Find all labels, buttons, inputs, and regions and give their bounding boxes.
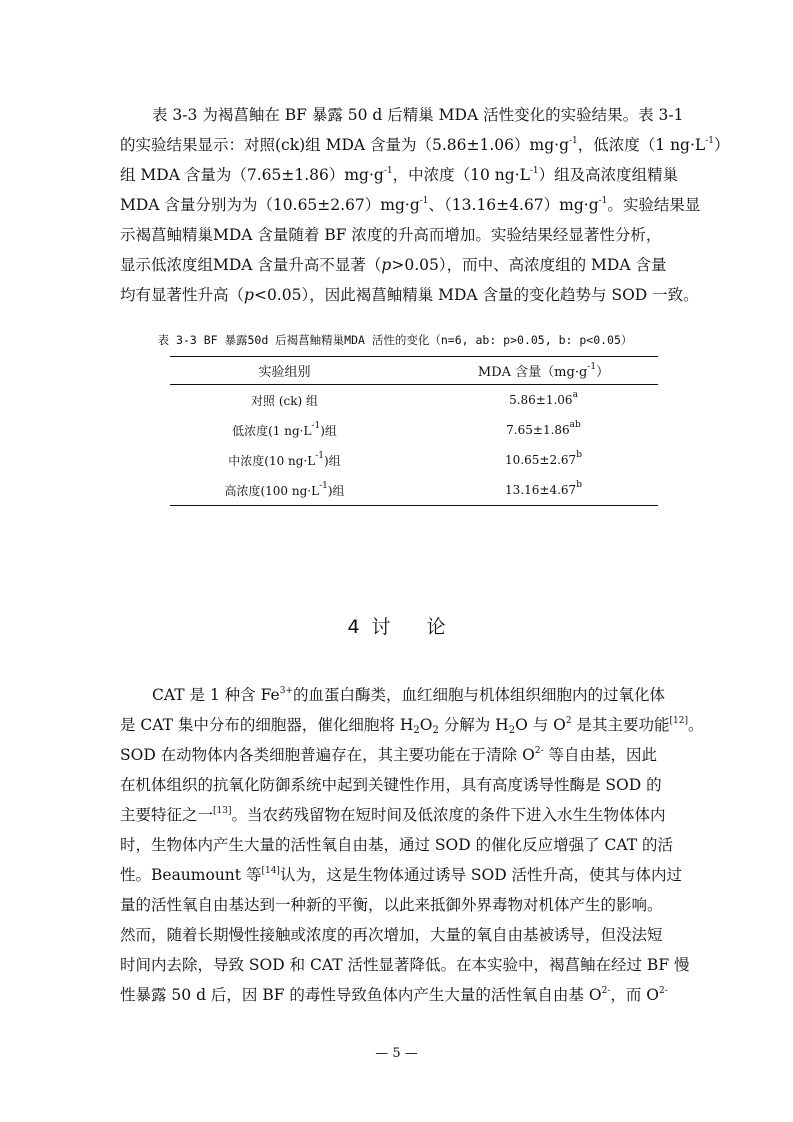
text-line: 量的活性氧自由基达到一种新的平衡，以此来抵御外界毒物对机体产生的影响。 — [120, 896, 663, 914]
header-group: 实验组别 — [258, 365, 311, 380]
text-line: 组 MDA 含量为$(7.65\pm 1.86)mg\cdot g^{-1}$，中浓度（10 $ng\cdot L^{-1}$）组及高浓度组精巢 — [120, 166, 679, 184]
cell-value: 13.16±4.67$^b$ — [505, 480, 582, 497]
table-bottom-rule — [170, 505, 658, 506]
mda-table — [170, 356, 658, 506]
cell-group: 高浓度(100 $ng\cdot L^{-1}$)组 — [224, 480, 345, 498]
section-title-part: 论 — [426, 616, 446, 638]
text-line: 的实验结果显示：对照(ck)组 MDA 含量为$(5.86\pm 1.06)mg\cdot g^{-1}$，低浓度（1 $ng\cdot L^{-1}$） — [120, 136, 730, 154]
table-row — [170, 475, 658, 505]
text-line: 是 CAT 集中分布的细胞器，催化细胞将 $H_2O_2$ 分解为 $H_2O$ 与 $O^2$ 是其主要功能[12]。 — [120, 716, 704, 736]
text-line: 示褐菖鲉精巢MDA 含量随着 BF 浓度的升高而增加。实验结果经显著性分析， — [120, 226, 662, 244]
section-heading — [0, 612, 793, 639]
text-line: 显示低浓度组MDA 含量升高不显著（p>0.05），而中、高浓度组的 MDA 含量 — [120, 256, 667, 274]
text-line: CAT 是 1 种含 $Fe^{3+}$的血蛋白酶类，血红细胞与机体组织细胞内的过氧化体 — [152, 686, 665, 704]
header-mda: MDA 含量$(mg\cdot g^{-1})$ — [477, 362, 610, 380]
page-number: — 5 — — [375, 1046, 418, 1061]
text-line: 时，生物体内产生大量的活性氧自由基，通过 SOD 的催化反应增强了 CAT 的活 — [120, 836, 674, 854]
cell-group: 对照 (ck) 组 — [251, 393, 318, 408]
cell-value: 7.65±1.86$^{ab}$ — [506, 420, 581, 437]
text-line: SOD 在动物体内各类细胞普遍存在，其主要功能在于清除 $O^{2-}$ 等自由基，因此 — [120, 746, 658, 764]
text-line: 性暴露 50 d 后，因 BF 的毒性导致鱼体内产生大量的活性氧自由基 $O^{2-}$，而 $O^{2-}$ — [120, 986, 668, 1004]
table-row — [170, 415, 658, 445]
paragraph-mda-results — [120, 100, 730, 310]
text-line: MDA 含量分别为为$(10.65\pm 2.67)mg\cdot g^{-1}$、$(13.16\pm 4.67)mg\cdot g^{-1}$。实验结果显 — [120, 196, 701, 214]
text-line: 表 3-3 为褐菖鲉在 BF 暴露 50 d 后精巢 MDA 活性变化的实验结果。表 3-1 — [152, 106, 684, 124]
text-line: 在机体组织的抗氧化防御系统中起到关键性作用，具有高度诱导性酶是 SOD 的 — [120, 776, 662, 794]
text-line: 性。Beaumount 等[14]认为，这是生物体通过诱导 SOD 活性升高，使其与体内过 — [120, 866, 683, 884]
table-row — [170, 385, 658, 415]
table-caption: 表 3-3 BF 暴露50d 后褐菖鲉精巢MDA 活性的变化（n=6, ab: p>0.05, b: p<0.05） — [157, 333, 633, 347]
cell-group: 中浓度(10 $ng\cdot L^{-1}$)组 — [228, 450, 341, 468]
cell-group: 低浓度(1 $ng\cdot L^{-1}$)组 — [232, 420, 337, 438]
text-line: 时间内去除，导致 SOD 和 CAT 活性显著降低。在本实验中，褐菖鲉在经过 BF 慢 — [120, 956, 690, 974]
table-row — [170, 445, 658, 475]
section-title-part: 讨 — [371, 616, 391, 638]
text-line: 均有显著性升高（p<0.05），因此褐菖鲉精巢 MDA 含量的变化趋势与 SOD 一致。 — [120, 286, 699, 304]
text-line: 然而，随着长期慢性接触或浓度的再次增加，大量的氧自由基被诱导，但没法短 — [120, 926, 663, 944]
cell-value: 5.86±1.06$^a$ — [509, 390, 578, 407]
cell-value: 10.65±2.67$^b$ — [505, 450, 582, 467]
table-header-row — [170, 357, 658, 384]
paragraph-discussion — [120, 680, 704, 1010]
text-line: 主要特征之一[13]。当农药残留物在短时间及低浓度的条件下进入水生生物体体内 — [120, 806, 666, 824]
section-number: 4 — [347, 616, 360, 638]
